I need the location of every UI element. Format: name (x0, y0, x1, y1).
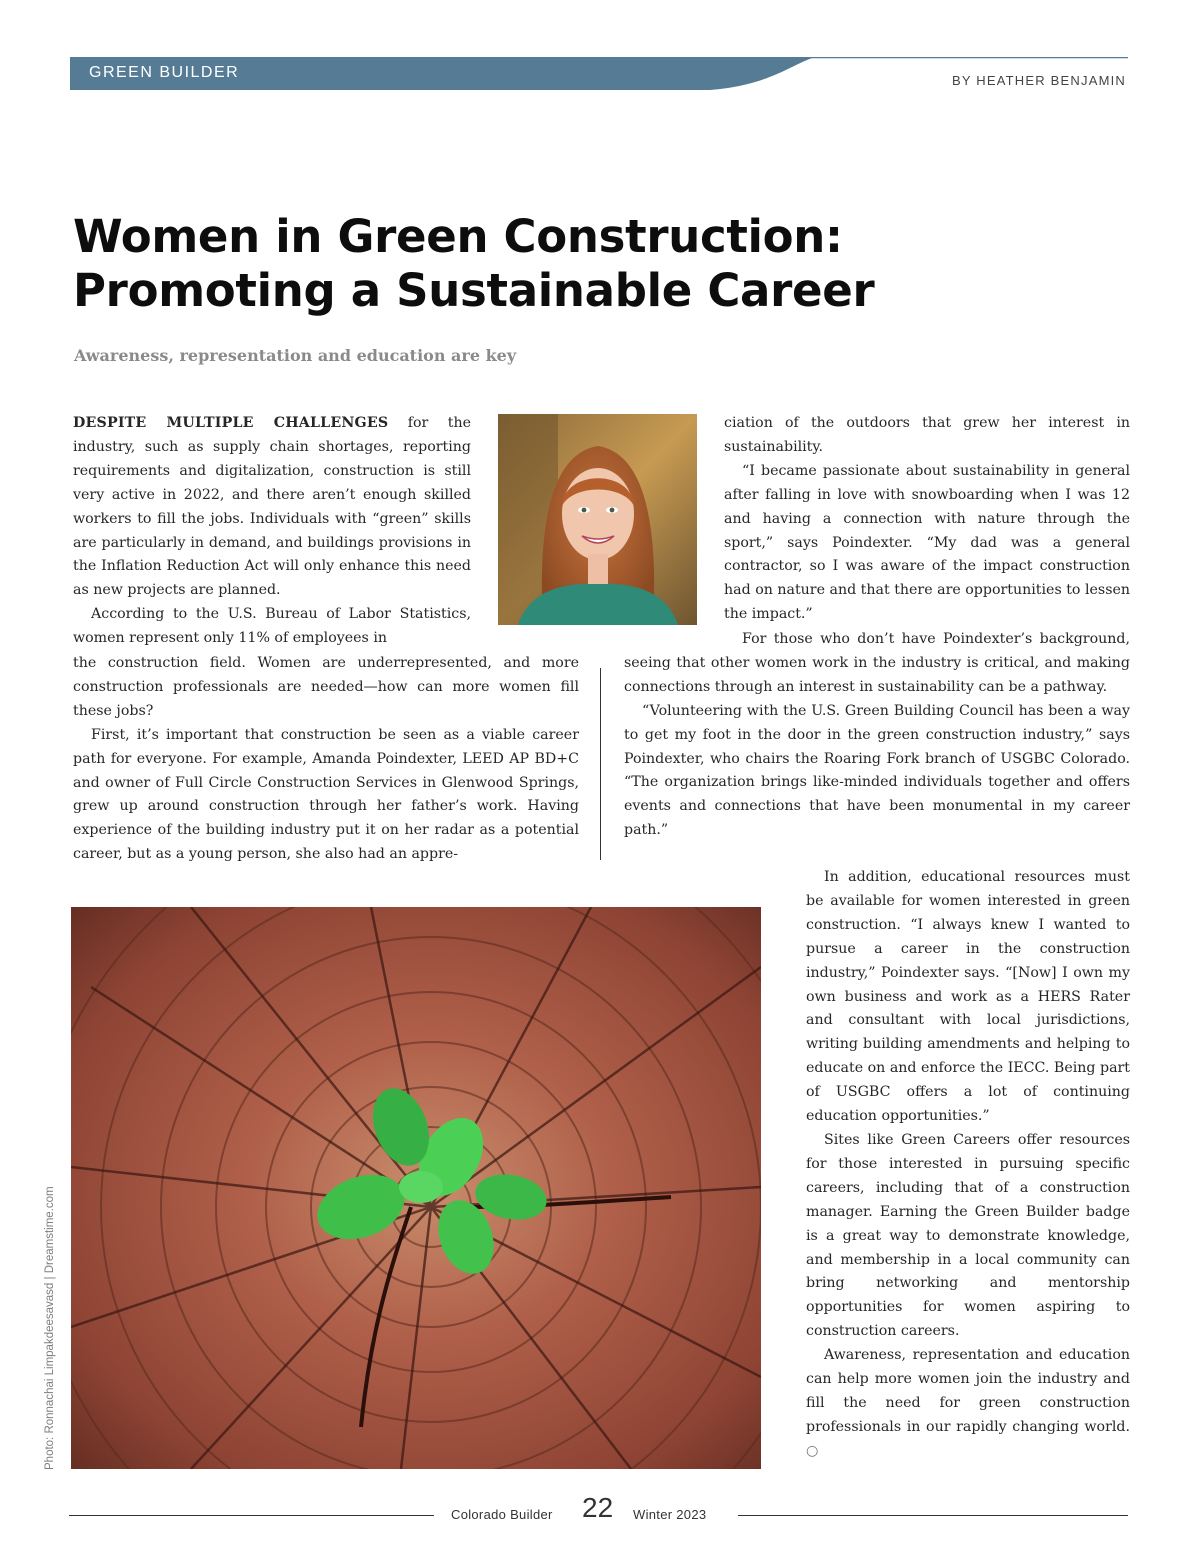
paragraph-3-end: ciation of the outdoors that grew her interest in sustainability. (724, 415, 1130, 455)
article-deck: Awareness, representation and education are key (74, 346, 517, 365)
body-column-b-bottom (624, 628, 1130, 843)
body-column-a-bottom (73, 652, 579, 867)
paragraph-2-start: According to the U.S. Bureau of Labor Statistics, women represent only 11% of employees in (73, 606, 471, 647)
footer-issue: Winter 2023 (633, 1507, 707, 1522)
portrait-photo (498, 414, 697, 625)
byline: BY HEATHER BENJAMIN (951, 73, 1126, 88)
paragraph-5: For those who don’t have Poindexter’s background, seeing that other women work in the industry is critical, and making connections through an interest in sustainability can be a pathway. (624, 631, 1130, 695)
end-mark: ○ (806, 1442, 819, 1459)
footer-rule-right (738, 1515, 1128, 1516)
footer-rule-left (69, 1515, 434, 1516)
paragraph-2-end: the construction field. Women are underrepresented, and more construction professionals are needed—how can more women fill these jobs? (73, 655, 579, 719)
body-column-c (806, 866, 1130, 1464)
paragraph-8: Sites like Green Careers offer resources for those interested in pursuing specific careers, including that of a construction manager. Earning the Green Builder badge is a great way to demonstrate knowledge, and membership in a local community can bring networking and mentorship opportunities for women aspiring to construction careers. (806, 1131, 1130, 1340)
photo-credit: Photo: Ronnachai Limpakdeesavasd | Dreamstime.com (44, 1186, 56, 1470)
footer-publication: Colorado Builder (451, 1507, 553, 1522)
title-line-1: Women in Green Construction: (73, 210, 843, 263)
paragraph-9: Awareness, representation and education can help more women join the industry and fill the need for green construction professionals in our rapidly changing world. (806, 1347, 1130, 1435)
column-divider (600, 668, 601, 860)
paragraph-7: In addition, educational resources must be available for women interested in green construction. “I always knew I wanted to pursue a career in the construction industry,” Poindexter says. “[Now] I own my own business and work as a HERS Rater and consultant with local jurisdictions, writing building amendments and helping to educate on and enforce the IECC. Being part of USGBC offers a lot of continuing education opportunities.” (806, 869, 1131, 1125)
page-number: 22 (582, 1492, 614, 1523)
body-column-b-top (724, 412, 1130, 627)
title-line-2: Promoting a Sustainable Career (73, 264, 875, 317)
lead-in: DESPITE MULTIPLE CHALLENGES (73, 415, 389, 431)
paragraph-1: for the industry, such as supply chain shortages, reporting requirements and digitalization, construction is still very active in 2022, and there aren’t enough skilled workers to fill the jobs. Individuals with “green” skills are particularly in demand, and buildings provisions in the Inflation Reduction Act will only enhance this need as new projects are planned. (73, 415, 471, 599)
paragraph-6: “Volunteering with the U.S. Green Building Council has been a way to get my foot in the door in the green construction industry,” says Poindexter, who chairs the Roaring Fork branch of USGBC Colorado. “The organization brings like-minded individuals together and offers events and connections that have been monumental in my career path.” (624, 702, 1130, 839)
tree-stump-photo (71, 907, 761, 1469)
body-column-a-top (73, 412, 471, 651)
paragraph-4: “I became passionate about sustainability in general after falling in love with snowboarding when I was 12 and having a connection with nature through the sport,” says Poindexter. “My dad was a general contractor, so I was aware of the impact construction had on nature and that there are opportunities to lessen the impact.” (724, 462, 1131, 623)
paragraph-3: First, it’s important that construction be seen as a viable career path for everyone. For example, Amanda Poindexter, LEED AP BD+C and owner of Full Circle Construction Services in Glenwood Springs, grew up around construction through her father’s work. Having experience of the building industry put it on her radar as a potential career, but as a young person, she also had an appre- (73, 726, 579, 863)
article-title (73, 210, 973, 318)
section-label: GREEN BUILDER (89, 64, 240, 81)
